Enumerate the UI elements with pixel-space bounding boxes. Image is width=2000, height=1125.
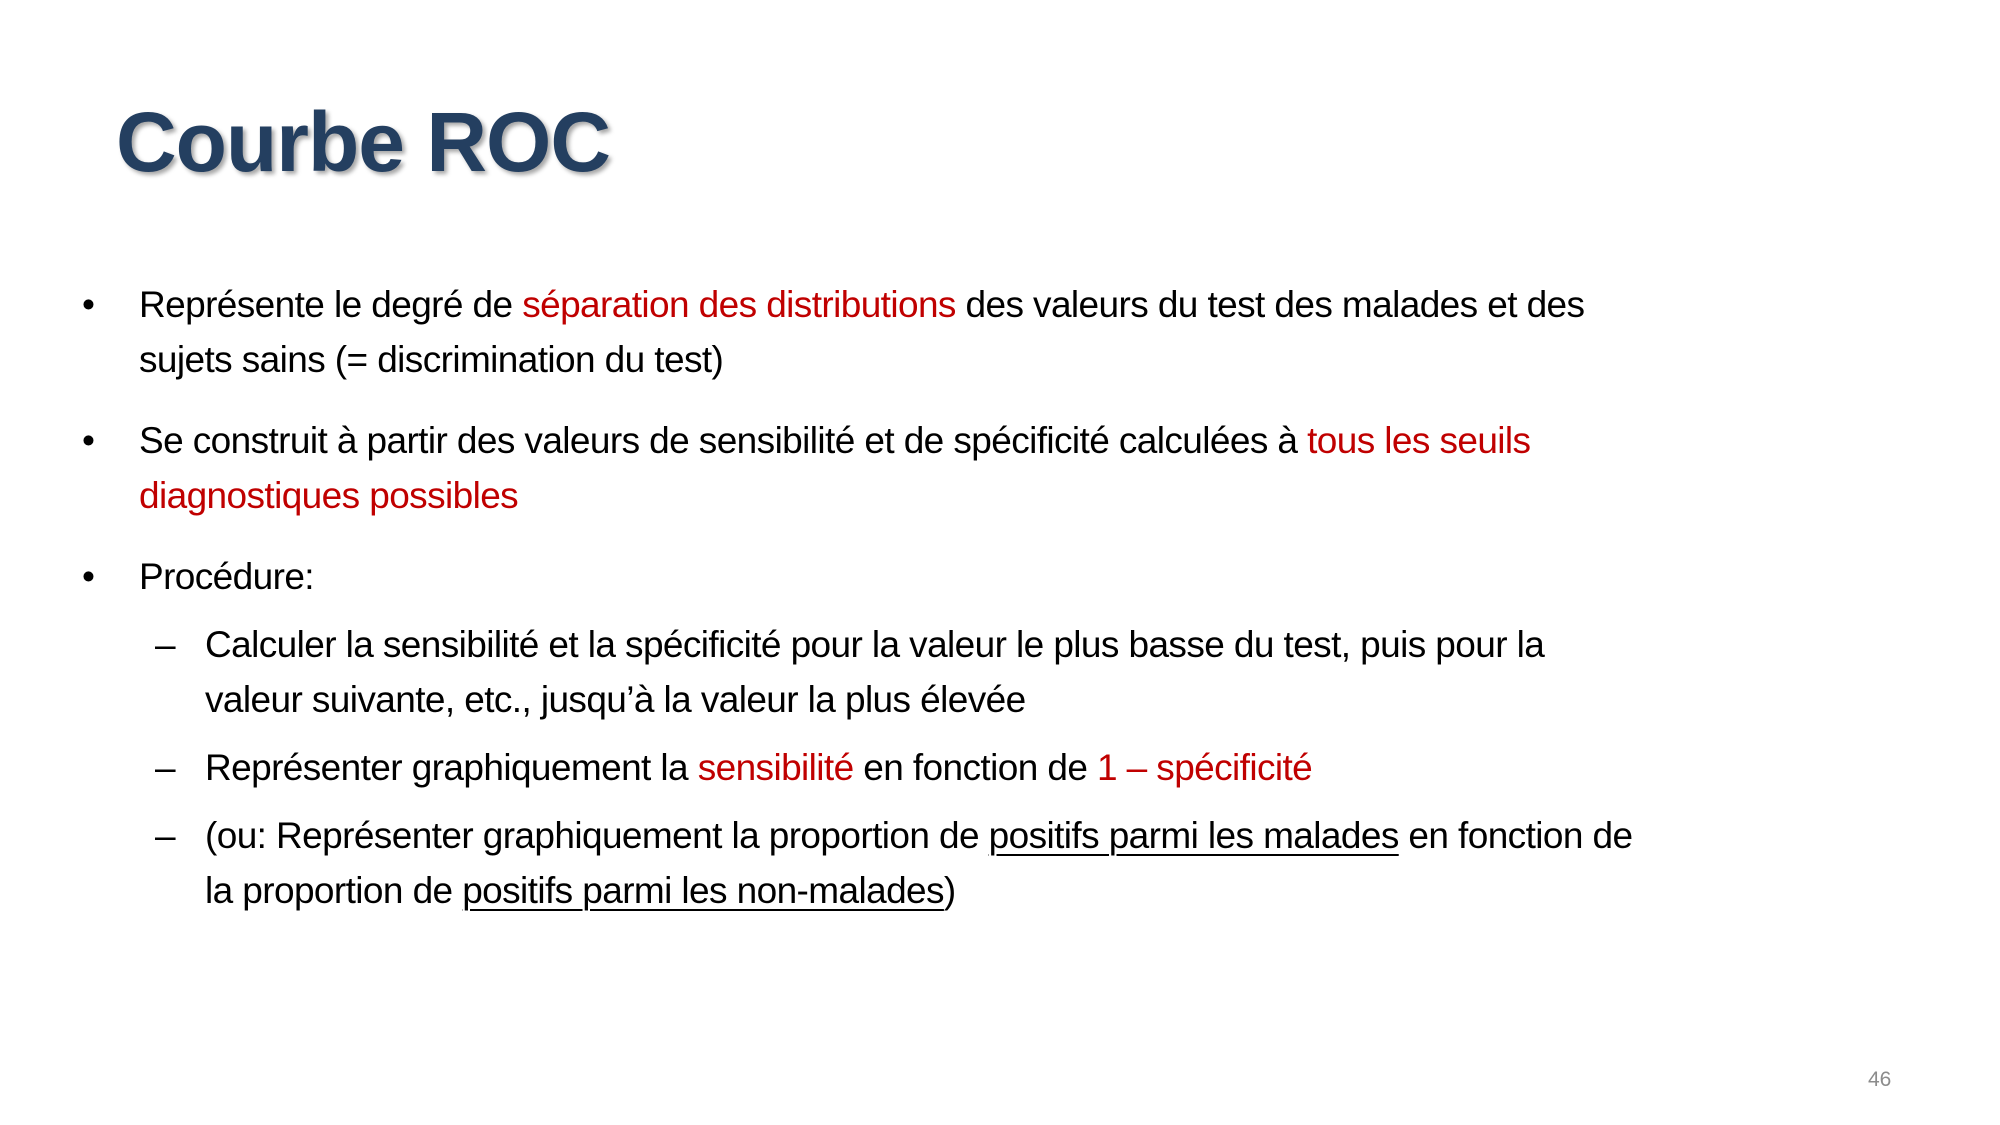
procedure-heading: Procédure:	[139, 556, 314, 597]
sub-item-3-line-1	[205, 808, 1632, 863]
dash-icon: –	[155, 747, 176, 788]
text-segment: des valeurs du test des malades et des	[955, 284, 1585, 325]
highlight-diagnostiques-possibles: diagnostiques possibles	[139, 475, 519, 516]
page-number: 46	[1868, 1068, 1892, 1091]
bullet-icon: •	[82, 420, 95, 461]
text-segment: Calculer la sensibilité et la spécificité pour la valeur le plus basse du test, puis pour la	[205, 624, 1545, 665]
highlight-sensibilite: sensibilité	[697, 747, 854, 788]
highlight-1-minus-specificite: 1 – spécificité	[1096, 747, 1313, 788]
dash-icon: –	[155, 815, 176, 856]
text-segment: la proportion de	[205, 870, 463, 911]
bullet-2-line-1	[139, 413, 1530, 468]
text-segment: en fonction de	[1398, 815, 1633, 856]
text-segment: Représente le degré de	[139, 284, 523, 325]
bullet-1-line-2	[139, 332, 723, 387]
sub-item-3-line-2	[205, 863, 956, 918]
underlined-positifs-parmi-les-malades: positifs parmi les malades	[988, 815, 1399, 856]
bullet-icon: •	[82, 556, 95, 597]
bullet-1-line-1	[139, 277, 1584, 332]
text-segment: Se construit à partir des valeurs de sensibilité et de spécificité calculées à	[139, 420, 1308, 461]
text-segment: en fonction de	[853, 747, 1097, 788]
slide-title: Courbe ROC	[116, 95, 610, 189]
bullet-3-line-1	[139, 549, 314, 604]
bullet-2-line-2	[139, 468, 518, 523]
text-segment: )	[943, 870, 956, 911]
sub-item-1-line-2	[205, 672, 1026, 727]
dash-icon: –	[155, 624, 176, 665]
sub-item-2-line-1	[205, 740, 1312, 795]
highlight-separation-des-distributions: séparation des distributions	[522, 284, 956, 325]
underlined-positifs-parmi-les-non-malades: positifs parmi les non-malades	[462, 870, 944, 911]
text-segment: (ou: Représenter graphiquement la proportion de	[205, 815, 989, 856]
text-segment: Représenter graphiquement la	[205, 747, 698, 788]
sub-item-1-line-1	[205, 617, 1544, 672]
text-segment: sujets sains (= discrimination du test)	[139, 339, 724, 380]
text-segment: valeur suivante, etc., jusqu’à la valeur la plus élevée	[205, 679, 1026, 720]
bullet-icon: •	[82, 284, 95, 325]
highlight-tous-les-seuils: tous les seuils	[1307, 420, 1531, 461]
